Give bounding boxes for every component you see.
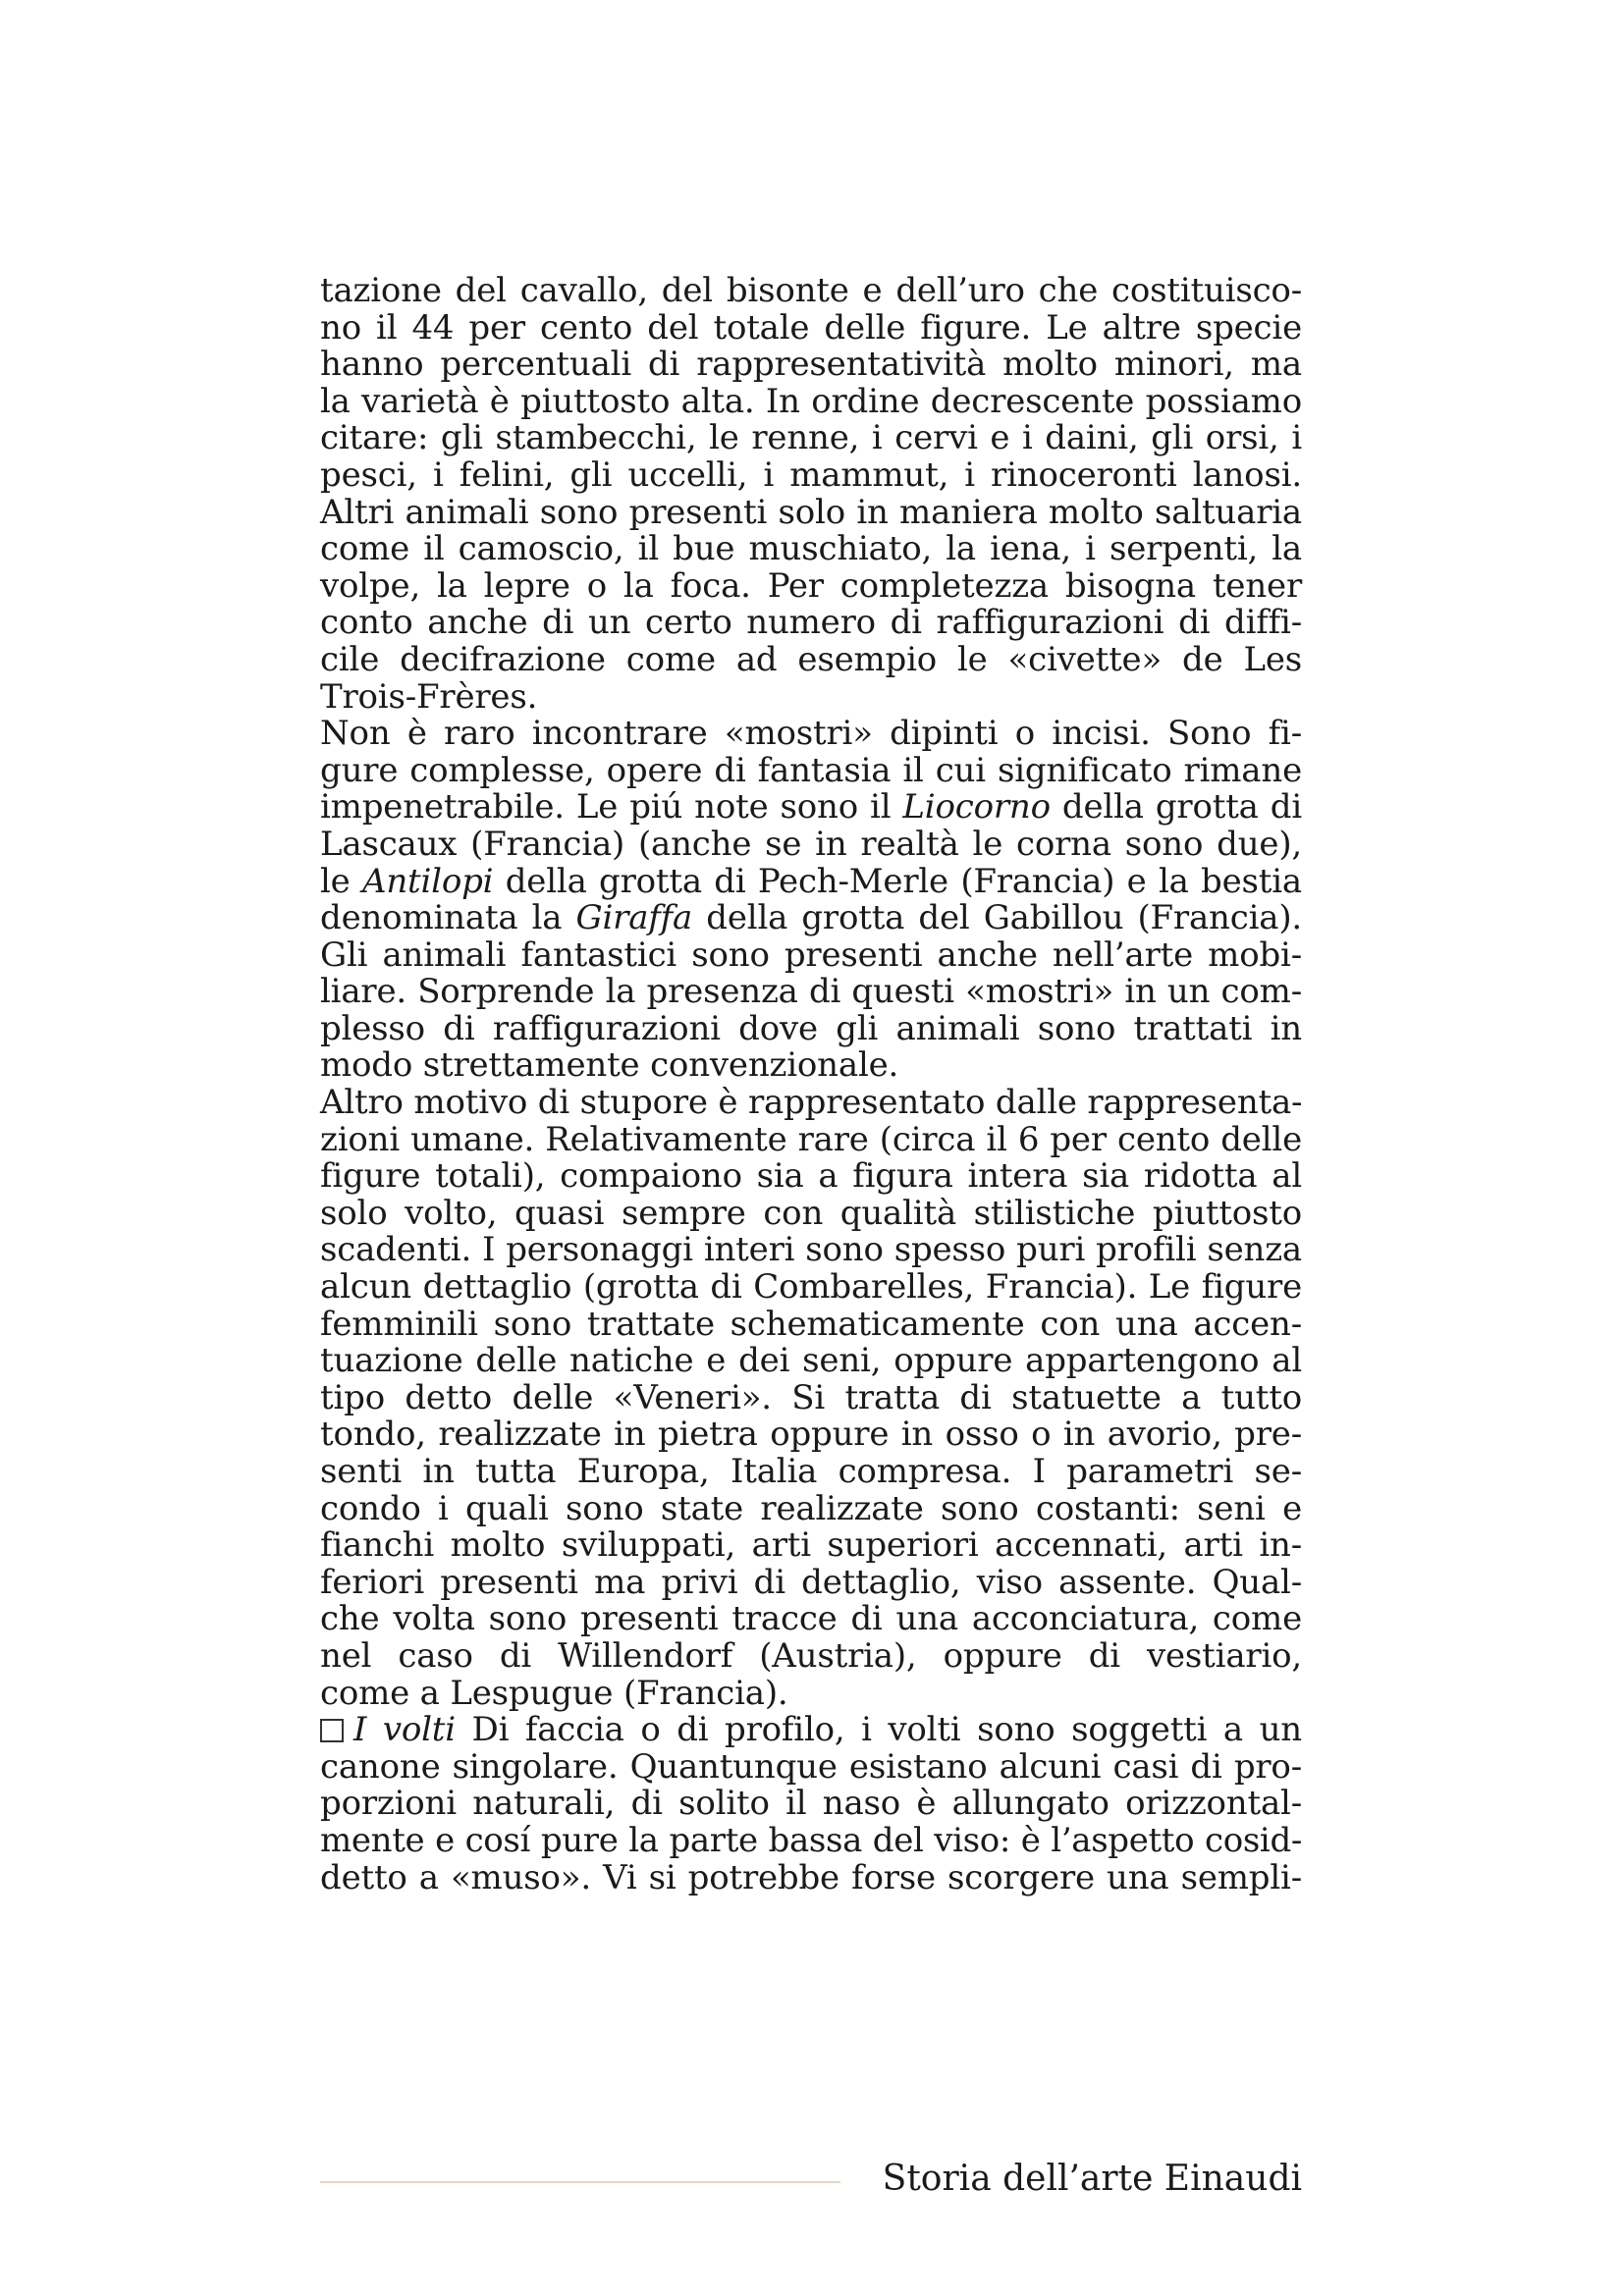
- text-segment: Trois-Frères.: [320, 676, 538, 717]
- text-line: [320, 605, 1302, 642]
- text-line: [320, 454, 1302, 495]
- body-text: [320, 273, 1302, 1896]
- italic-term: Antilopi: [361, 861, 494, 901]
- text-line: [320, 492, 1302, 532]
- text-segment: Altri animali sono presenti solo in maniera molto saltuaria: [320, 492, 1302, 532]
- text-segment: alcun dettaglio (grotta di Combarelles, Francia). Le figure: [320, 1267, 1302, 1308]
- text-segment: tazione del cavallo, del bisonte e dell’uro che costituisco-: [320, 271, 1302, 310]
- footer-series-title: Storia dell’arte Einaudi: [882, 2159, 1302, 2199]
- text-line: [320, 307, 1302, 347]
- text-line: [320, 1635, 1302, 1676]
- text-line: [320, 716, 1302, 753]
- text-segment: nel caso di Willendorf (Austria), oppure di vestiario,: [320, 1635, 1302, 1676]
- text-line: [320, 1193, 1302, 1233]
- text-segment: no il 44 per cento del totale delle figure. Le altre specie: [320, 307, 1302, 347]
- text-segment: Lascaux (Francia) (anche se in realtà le corna sono due),: [320, 824, 1302, 864]
- text-line: [320, 1601, 1302, 1638]
- italic-term: I volti: [353, 1710, 456, 1750]
- text-segment: hanno percentuali di rappresentatività molto minori, ma: [320, 345, 1302, 385]
- text-segment: scadenti. I personaggi interi sono spesso puri profili senza: [320, 1230, 1302, 1270]
- text-line: [320, 1416, 1302, 1454]
- text-line: [320, 1746, 1302, 1787]
- text-segment: mente e cosí pure la parte bassa del viso: è l’aspetto cosid-: [320, 1820, 1302, 1860]
- text-line: [320, 934, 1302, 975]
- text-segment: figure totali), compaiono sia a figura intera sia ridotta al: [320, 1156, 1302, 1197]
- text-segment: condo i quali sono state realizzate sono costanti: seni e: [320, 1488, 1302, 1528]
- italic-term: Liocorno: [902, 787, 1051, 828]
- text-line: [320, 1377, 1302, 1417]
- text-line: [320, 420, 1302, 457]
- text-line: [320, 1857, 1302, 1897]
- text-line: [320, 1085, 1302, 1122]
- text-segment: Altro motivo di stupore è rappresentato dalle rappresenta-: [320, 1083, 1303, 1123]
- text-segment: canone singolare. Quantunque esistano alcuni casi di pro-: [320, 1746, 1302, 1787]
- footer-rule: [320, 2181, 840, 2183]
- text-segment: citare: gli stambecchi, le renne, i cervi e i daini, gli orsi, i: [320, 418, 1302, 458]
- text-line: [320, 1343, 1302, 1380]
- text-segment: della grotta di Pech-Merle (Francia) e la bestia: [493, 861, 1303, 901]
- text-line: [320, 900, 1302, 937]
- text-segment: solo volto, quasi sempre con qualità stilistiche piuttosto: [320, 1193, 1302, 1233]
- text-segment: le: [320, 861, 362, 901]
- text-segment: cile decifrazione come ad esempio le «civette» de Les: [320, 639, 1302, 679]
- text-segment: tondo, realizzate in pietra oppure in osso o in avorio, pre-: [320, 1415, 1302, 1455]
- text-line: [320, 1786, 1302, 1823]
- text-line: [320, 1008, 1302, 1048]
- text-line: [320, 1527, 1302, 1565]
- text-segment: che volta sono presenti tracce di una acconciatura, come: [320, 1599, 1302, 1639]
- text-line: [320, 861, 1303, 901]
- text-line: [320, 381, 1302, 421]
- text-line: [320, 1673, 1302, 1713]
- text-segment: liare. Sorprende la presenza di questi «mostri» in un com-: [320, 972, 1302, 1012]
- text-segment: Non è raro incontrare «mostri» dipinti o incisi. Sono fi-: [320, 714, 1302, 754]
- text-line: [320, 750, 1302, 790]
- text-segment: feriori presenti ma privi di dettaglio, viso assente. Qual-: [320, 1562, 1302, 1602]
- text-segment: conto anche di un certo numero di raffigurazioni di diffi-: [320, 603, 1302, 643]
- text-line: [320, 565, 1302, 606]
- section-box-icon: [320, 1719, 344, 1742]
- text-segment: della grotta del Gabillou (Francia).: [692, 898, 1302, 938]
- text-segment: senti in tutta Europa, Italia compresa. I parametri se-: [320, 1452, 1302, 1491]
- text-line: [320, 1820, 1302, 1860]
- text-segment: come a Lespugue (Francia).: [320, 1673, 788, 1713]
- text-segment: impenetrabile. Le piú note sono il: [320, 787, 903, 828]
- text-segment: Di faccia o di profilo, i volti sono soggetti a un: [455, 1710, 1302, 1750]
- text-segment: porzioni naturali, di solito il naso è allungato orizzontal-: [320, 1784, 1302, 1824]
- italic-term: Giraffa: [575, 898, 693, 938]
- text-segment: femminili sono trattate schematicamente con una accen-: [320, 1304, 1302, 1344]
- text-line: [320, 789, 1302, 827]
- text-line: [320, 1047, 1302, 1085]
- text-segment: tipo detto delle «Veneri». Si tratta di statuette a tutto: [320, 1377, 1302, 1417]
- text-line: [320, 347, 1302, 384]
- text-line: [320, 676, 1302, 717]
- text-line: [320, 1232, 1302, 1269]
- text-segment: come il camoscio, il bue muschiato, la iena, i serpenti, la: [320, 529, 1302, 569]
- text-line: [320, 974, 1302, 1011]
- text-segment: Gli animali fantastici sono presenti anche nell’arte mobi-: [320, 934, 1302, 975]
- text-segment: detto a «muso». Vi si potrebbe forse scorgere una sempli-: [320, 1857, 1302, 1897]
- text-segment: tuazione delle natiche e dei seni, oppure appartengono al: [320, 1341, 1302, 1381]
- text-segment: volpe, la lepre o la foca. Per completezza bisogna tener: [320, 565, 1302, 606]
- text-line: [320, 1562, 1302, 1602]
- text-segment: fianchi molto sviluppati, arti superiori accennati, arti in-: [320, 1525, 1302, 1566]
- text-segment: zioni umane. Relativamente rare (circa il 6 per cento delle: [320, 1119, 1302, 1159]
- text-line: [320, 1454, 1302, 1491]
- text-line: [320, 273, 1302, 310]
- text-segment: pesci, i felini, gli uccelli, i mammut, i rinoceronti lanosi.: [320, 454, 1302, 495]
- text-segment: della grotta di: [1050, 787, 1302, 828]
- text-segment: modo strettamente convenzionale.: [320, 1045, 899, 1086]
- text-line: [320, 1269, 1302, 1307]
- text-line: [320, 1158, 1302, 1196]
- text-line: [320, 1304, 1302, 1344]
- text-line: [320, 639, 1302, 679]
- text-line: [320, 1119, 1302, 1159]
- text-segment: denominata la: [320, 898, 576, 938]
- text-line: [320, 1712, 1302, 1749]
- text-line: [320, 1488, 1302, 1528]
- text-line: [320, 531, 1302, 568]
- text-line: [320, 824, 1302, 864]
- page-footer: [320, 2155, 1302, 2204]
- text-segment: la varietà è piuttosto alta. In ordine decrescente possiamo: [320, 381, 1302, 421]
- text-segment: plesso di raffigurazioni dove gli animali sono trattati in: [320, 1008, 1302, 1048]
- text-segment: gure complesse, opere di fantasia il cui significato rimane: [320, 750, 1302, 790]
